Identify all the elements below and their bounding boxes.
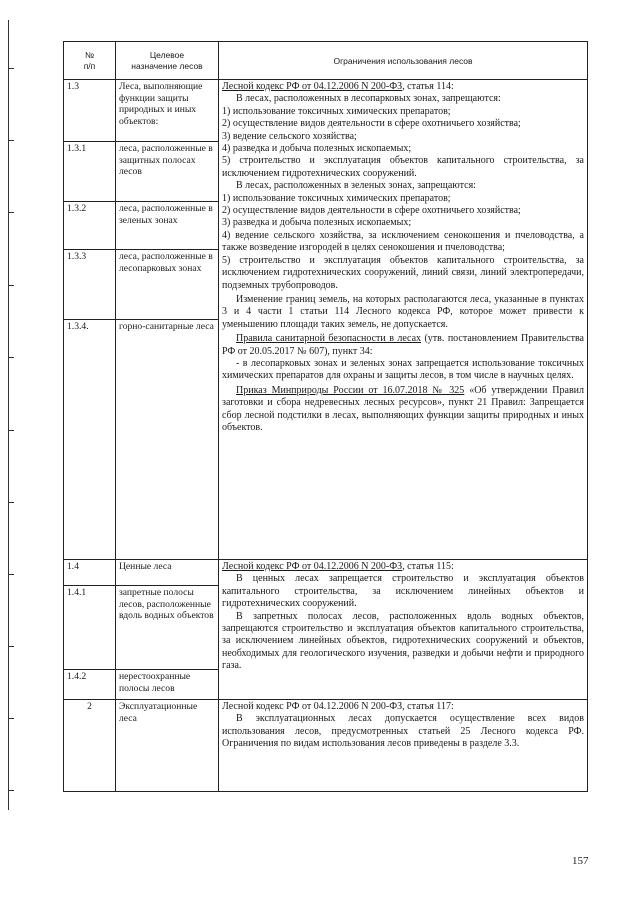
row-purpose: леса, расположенные в зеленых зонах (116, 202, 219, 250)
rules-link: Правила санитарной безопасности в лесах (236, 333, 422, 345)
scan-edge-tick (8, 68, 14, 69)
header-num: № п/п (64, 42, 116, 80)
text-paragraph: Лесной кодекс РФ от 04.12.2006 N 200-ФЗ, статья 115: (222, 561, 454, 572)
text-paragraph: 3) ведение сельского хозяйства; (222, 130, 357, 142)
row-purpose: запретные полосы лесов, расположенные вдоль водных объектов (116, 586, 219, 670)
row-number: 1.3.2 (64, 202, 116, 250)
restrictions-cell-protective (219, 80, 588, 560)
table-row (64, 80, 588, 142)
table-row (64, 700, 588, 792)
text-paragraph: 1) использование токсичных химических препаратов; (222, 105, 451, 117)
text-paragraph: Лесной кодекс РФ от 04.12.2006 N 200-ФЗ, статья 114: (222, 81, 454, 92)
text-paragraph: Изменение границ земель, на которых располагаются леса, указанные в пунктах 3 и 4 части 1 статьи 114 Лесного кодекса РФ, которое может привести к уменьшению площади таких земель, не допускается. (222, 293, 584, 330)
row-purpose: нерестоохранные полосы лесов (116, 670, 219, 700)
row-number: 1.4.1 (64, 586, 116, 670)
scan-edge-tick (8, 212, 14, 213)
restrictions-cell-valuable (219, 560, 588, 700)
scan-edge-tick (8, 140, 14, 141)
row-purpose: леса, расположенные в лесопарковых зонах (116, 250, 219, 320)
row-purpose: Ценные леса (116, 560, 219, 586)
text-paragraph: В лесах, расположенных в зеленых зонах, запрещаются: (236, 180, 476, 192)
row-number: 1.4.2 (64, 670, 116, 700)
text-paragraph: 5) строительство и эксплуатация объектов капитального строительства, за исключением гидротехнических сооружений. (222, 155, 584, 179)
text-paragraph: 2) осуществление видов деятельности в сфере охотничьего хозяйства; (222, 118, 521, 130)
scan-edge-tick (8, 790, 14, 791)
header-purpose: Целевое назначение лесов (116, 42, 219, 80)
forest-restrictions-table (63, 41, 588, 792)
scan-edge-tick (8, 430, 14, 431)
row-number: 2 (64, 700, 116, 792)
text-paragraph: Правила санитарной безопасности в лесах (утв. постановлением Правительства РФ от 20.05.2017 № 607), пункт 34: (222, 333, 584, 357)
page-number: 157 (572, 855, 589, 867)
text-paragraph: 2) осуществление видов деятельности в сфере охотничьего хозяйства; (222, 205, 521, 217)
row-purpose: Леса, выполняющие функции защиты природных и иных объектов: (116, 80, 219, 142)
row-purpose: горно-санитарные леса (116, 320, 219, 560)
text-paragraph: Лесной кодекс РФ от 04.12.2006 N 200-ФЗ, статья 117: (222, 701, 454, 712)
row-number: 1.3.4. (64, 320, 116, 560)
scan-edge-tick (8, 574, 14, 575)
text-paragraph: 4) разведка и добыча полезных ископаемых; (222, 143, 412, 155)
text-paragraph: Приказ Минприроды России от 16.07.2018 № 325 «Об утверждении Правил заготовки и сбора недревесных лесных ресурсов», пункт 21 Правил: Запрещается сбор лесной подстилки в лесах, выполняющих функции защиты природных и иных объектов. (222, 384, 585, 433)
scan-edge-line (8, 20, 9, 810)
scan-edge-tick (8, 285, 14, 286)
text-paragraph: 4) ведение сельского хозяйства, за исключением сенокошения и пчеловодства, а также возведение изгородей в целях сенокошения и пчеловодства; (222, 229, 584, 254)
row-number: 1.4 (64, 560, 116, 586)
row-purpose: Эксплуатационные леса (116, 700, 219, 792)
text-paragraph: 1) использование токсичных химических препаратов; (222, 192, 451, 204)
table-row (64, 560, 588, 586)
text-paragraph: В ценных лесах запрещается строительство и эксплуатация объектов капитального строительства, за исключением линейных объектов и гидротехнических сооружений. (222, 573, 584, 610)
scan-edge-tick (8, 718, 14, 719)
order-link: Приказ Минприроды России от 16.07.2018 № 325 (236, 384, 465, 396)
scan-edge-tick (8, 502, 14, 503)
row-number: 1.3 (64, 80, 116, 142)
row-number: 1.3.3 (64, 250, 116, 320)
scan-edge-tick (8, 357, 14, 358)
text-paragraph: 3) разведка и добыча полезных ископаемых; (222, 217, 412, 229)
header-restrictions: Ограничения использования лесов (219, 42, 588, 80)
law-link: Лесной кодекс РФ от 04.12.2006 N 200-ФЗ (222, 81, 403, 92)
row-purpose: леса, расположенные в защитных полосах лесов (116, 142, 219, 202)
law-link: Лесной кодекс РФ от 04.12.2006 N 200-ФЗ (222, 561, 403, 572)
text-paragraph: В лесах, расположенных в лесопарковых зонах, запрещаются: (236, 93, 501, 105)
text-paragraph: В эксплуатационных лесах допускается осуществление всех видов использования лесов, предусмотренных статьей 25 Лесного кодекса РФ. Ограничения по видам использования лесов приведены в разделе 3.3. (222, 713, 584, 750)
text-paragraph: 5) строительство и эксплуатация объектов капитального строительства, за исключением гидротехнических сооружений, линий связи, линий электропередачи, подземных трубопроводов. (222, 254, 584, 291)
text-paragraph: В запретных полосах лесов, расположенных вдоль водных объектов, запрещаются строительство и эксплуатация объектов капитального строительства, за исключением линейных объектов, гидротехнических сооружений и объектов, необходимых для геологического изучения, разведки и добычи нефти и природного газа. (222, 610, 584, 672)
table-header-row (64, 42, 588, 80)
scan-edge-tick (8, 646, 14, 647)
row-number: 1.3.1 (64, 142, 116, 202)
restrictions-cell-exploitation (219, 700, 588, 792)
text-paragraph: - в лесопарковых зонах и зеленых зонах запрещается использование токсичных химических препаратов для охраны и защиты лесов, в том числе в научных целях. (222, 357, 584, 382)
